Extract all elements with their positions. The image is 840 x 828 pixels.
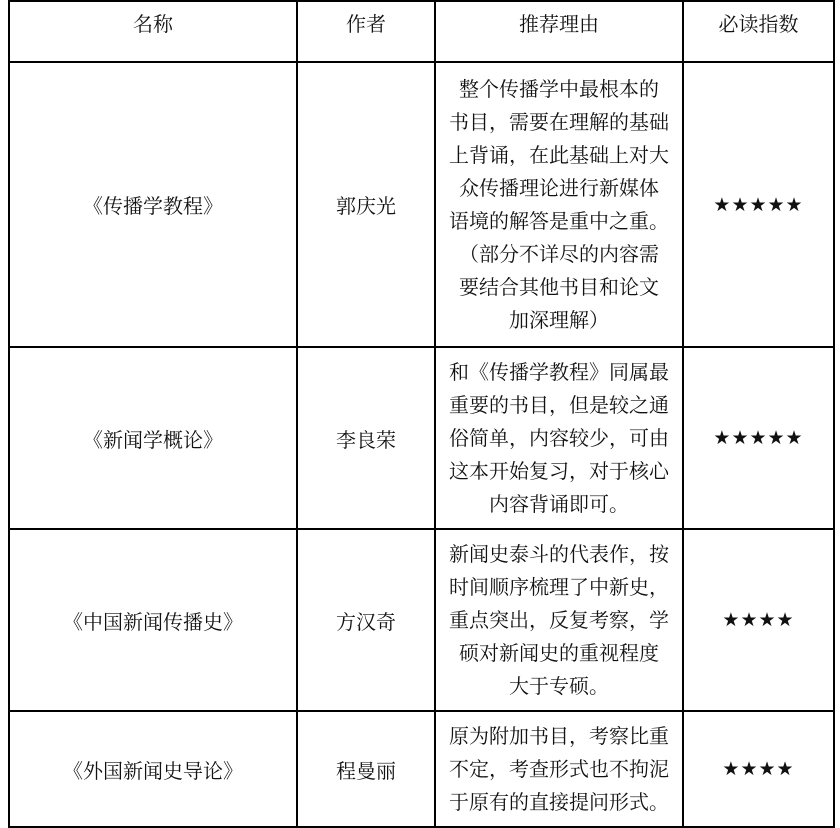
header-reason: 推荐理由 xyxy=(435,1,683,62)
table-row xyxy=(9,347,834,529)
book-author: 方汉奇 xyxy=(297,529,435,711)
reason-line: 这本开始复习，对于核心 xyxy=(449,458,669,483)
reason-line: 上背诵，在此基础上对大 xyxy=(449,142,669,167)
header-rating: 必读指数 xyxy=(683,1,834,62)
reason-line: 时间顺序梳理了中新史， xyxy=(449,574,669,599)
table-row xyxy=(9,711,834,827)
reason-line: 于原有的直接提问形式。 xyxy=(449,789,669,814)
header-name: 名称 xyxy=(9,1,297,62)
reason-line: 和《传播学教程》同属最 xyxy=(449,359,669,384)
star-rating: ★★★★ xyxy=(683,529,834,711)
book-author: 郭庆光 xyxy=(297,62,435,347)
reason-line: 众传播理论进行新媒体 xyxy=(459,175,659,200)
book-name: 《新闻学概论》 xyxy=(9,347,297,529)
reason-line: 重点突出，反复考察，学 xyxy=(449,607,669,632)
reason-line: 原为附加书目，考察比重 xyxy=(449,723,669,748)
reason-line: 要结合其他书目和论文 xyxy=(459,274,659,299)
reason-line: 硕对新闻史的重视程度 xyxy=(459,640,659,665)
header-row xyxy=(9,1,834,62)
star-rating: ★★★★★ xyxy=(683,347,834,529)
table-edge-mark xyxy=(8,820,10,828)
book-reason xyxy=(435,529,683,711)
reason-line: 重要的书目，但是较之通 xyxy=(449,392,669,417)
book-reason xyxy=(435,711,683,827)
table-row xyxy=(9,62,834,347)
book-author: 李良荣 xyxy=(297,347,435,529)
book-recommendation-table xyxy=(8,0,835,828)
book-name: 《中国新闻传播史》 xyxy=(9,529,297,711)
reason-line: 大于专硕。 xyxy=(509,673,609,698)
header-author: 作者 xyxy=(297,1,435,62)
reason-line: 加深理解） xyxy=(509,307,609,332)
reason-line: 内容背诵即可。 xyxy=(489,491,629,516)
reason-line: 语境的解答是重中之重。 xyxy=(449,208,669,233)
reason-line: 书目，需要在理解的基础 xyxy=(449,109,669,134)
reason-line: （部分不详尽的内容需 xyxy=(459,241,659,266)
reason-line: 俗简单，内容较少，可由 xyxy=(449,425,669,450)
book-reason xyxy=(435,347,683,529)
reason-line: 不定，考查形式也不拘泥 xyxy=(449,756,669,781)
star-rating: ★★★★ xyxy=(683,711,834,827)
book-name: 《传播学教程》 xyxy=(9,62,297,347)
book-reason xyxy=(435,62,683,347)
reason-line: 整个传播学中最根本的 xyxy=(459,76,659,101)
star-rating: ★★★★★ xyxy=(683,62,834,347)
reason-line: 新闻史泰斗的代表作，按 xyxy=(449,541,669,566)
book-author: 程曼丽 xyxy=(297,711,435,827)
book-name: 《外国新闻史导论》 xyxy=(9,711,297,827)
table-row xyxy=(9,529,834,711)
